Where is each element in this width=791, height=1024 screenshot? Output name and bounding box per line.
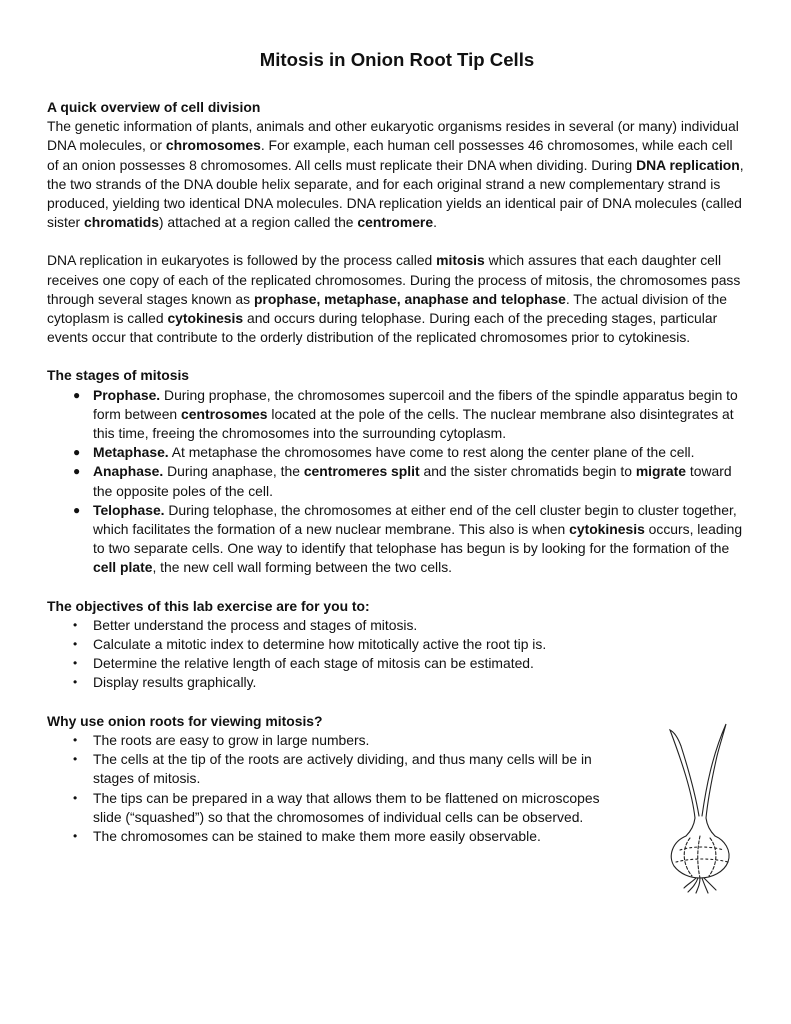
text-run: During prophase, the chromosomes supercoil and the fibers of the spindle apparatus begin to form between [93, 386, 738, 422]
text-run: , the two strands of the DNA double helix separate, and for each original strand a new complementary strand is produced, yielding two identical DNA molecules. DNA replication yields an identical pair of DNA molecules (called sister [47, 156, 744, 231]
bullet-icon: • [73, 656, 78, 671]
bullet-icon: • [73, 732, 78, 747]
page-title: Mitosis in Onion Root Tip Cells [259, 49, 535, 70]
bold-term: Prophase. [93, 386, 161, 403]
bold-term: centrosomes [181, 405, 268, 422]
bold-term: centromeres split [303, 463, 420, 480]
bold-term: DNA replication [636, 156, 740, 173]
bullet-icon: • [73, 617, 78, 632]
list-item: • The tips can be prepared in a way that allows them to be flattened on microscopes slide (“squashed”) so that the chromosomes of individual cells can be observed. [73, 789, 600, 825]
stages-heading: The stages of mitosis [47, 367, 190, 384]
onion-roots-heading: Why use onion roots for viewing mitosis? [47, 712, 323, 729]
bold-term: Metaphase. [93, 444, 169, 461]
bold-term: Telophase. [93, 501, 165, 518]
bold-term: centromere [357, 214, 434, 231]
list-item: • Determine the relative length of each stage of mitosis can be estimated. [47, 654, 747, 673]
bullet-icon: ● [73, 502, 81, 517]
bold-term: cytokinesis [569, 521, 645, 538]
overview-heading: A quick overview of cell division [47, 99, 261, 115]
bold-term: cytokinesis [167, 310, 244, 327]
list-item: • Better understand the process and stages of mitosis. [47, 616, 747, 635]
list-item: • The cells at the tip of the roots are actively dividing, and thus many cells will be in stages of mitosis. [73, 751, 592, 787]
text-run: . [433, 214, 437, 231]
list-item: • Calculate a mitotic index to determine how mitotically active the root tip is. [47, 635, 747, 654]
bold-term: mitosis [436, 252, 485, 269]
text-run: and occurs during telophase. During each of the preceding stages, particular events occur that contribute to the orderly distribution of the replicated chromosomes prior to cytokinesis. [47, 310, 718, 346]
text-run: located at the pole of the cells. The nuclear membrane also disintegrates at this time, freeing the chromosomes into the surrounding cytoplasm. [93, 405, 734, 442]
text-run: . For example, each human cell possesses 46 chromosomes, while each cell of an onion possesses 8 chromosomes. All cells must replicate their DNA when dividing. During [47, 137, 733, 173]
stage-item-anaphase [47, 462, 747, 500]
onion-bulb-icon [662, 722, 738, 894]
text-run: At metaphase the chromosomes have come to rest along the center plane of the cell. [168, 444, 695, 461]
bullet-icon: • [73, 790, 78, 805]
bullet-icon: ● [73, 387, 81, 402]
bold-term: migrate [635, 463, 687, 480]
text-run: and the sister chromatids begin to [419, 463, 636, 480]
bullet-icon: • [73, 828, 78, 843]
text-run: During telophase, the chromosomes at either end of the cell cluster begin to cluster together, which facilitates the formation of a new nuclear membrane. This also is when [93, 501, 737, 538]
list-item: • The chromosomes can be stained to make them more easily observable. [47, 827, 625, 846]
objectives-heading: The objectives of this lab exercise are for you to: [47, 597, 370, 614]
list-item: • The roots are easy to grow in large numbers. [47, 731, 625, 750]
bullet-icon: • [73, 637, 78, 652]
text-run: During anaphase, the [163, 463, 304, 480]
stage-item-metaphase [47, 443, 747, 462]
bold-term: chromosomes [165, 137, 261, 154]
bold-term: prophase, metaphase, anaphase and telophase [253, 290, 566, 307]
text-run: toward the opposite poles of the cell. [93, 463, 732, 499]
document-page [47, 48, 747, 846]
overview-paragraph-1 [47, 117, 747, 232]
text-run: DNA replication in eukaryotes is followed by the process called [47, 252, 437, 269]
text-run: , the new cell wall forming between the two cells. [152, 559, 453, 576]
bold-term: chromatids [84, 214, 159, 231]
text-run: The genetic information of plants, animals and other eukaryotic organisms resides in several (or many) individual DNA molecules, or [47, 118, 739, 154]
bold-term: cell plate [93, 559, 153, 576]
text-run: occurs, leading to two separate cells. One way to identify that telophase has begun is by looking for the formation of the [93, 521, 743, 557]
stage-item-telophase [47, 501, 747, 578]
list-item: • Display results graphically. [47, 673, 747, 692]
objectives-list [47, 616, 747, 693]
overview-paragraph-2 [47, 251, 747, 347]
stages-list [47, 386, 747, 578]
text-run: ) attached at a region called the [158, 214, 358, 231]
bold-term: Anaphase. [93, 463, 164, 480]
text-run: which assures that each daughter cell receives one copy of each of the replicated chromosomes. During the process of mitosis, the chromosomes pass through several stages known as [47, 252, 741, 307]
bullet-icon: ● [73, 445, 81, 460]
text-run: . The actual division of the cytoplasm is called [47, 290, 727, 327]
bullet-icon: ● [73, 464, 81, 479]
stage-item-prophase [47, 386, 747, 444]
bullet-icon: • [73, 752, 78, 767]
onion-roots-list [47, 731, 625, 846]
bullet-icon: • [73, 675, 78, 690]
